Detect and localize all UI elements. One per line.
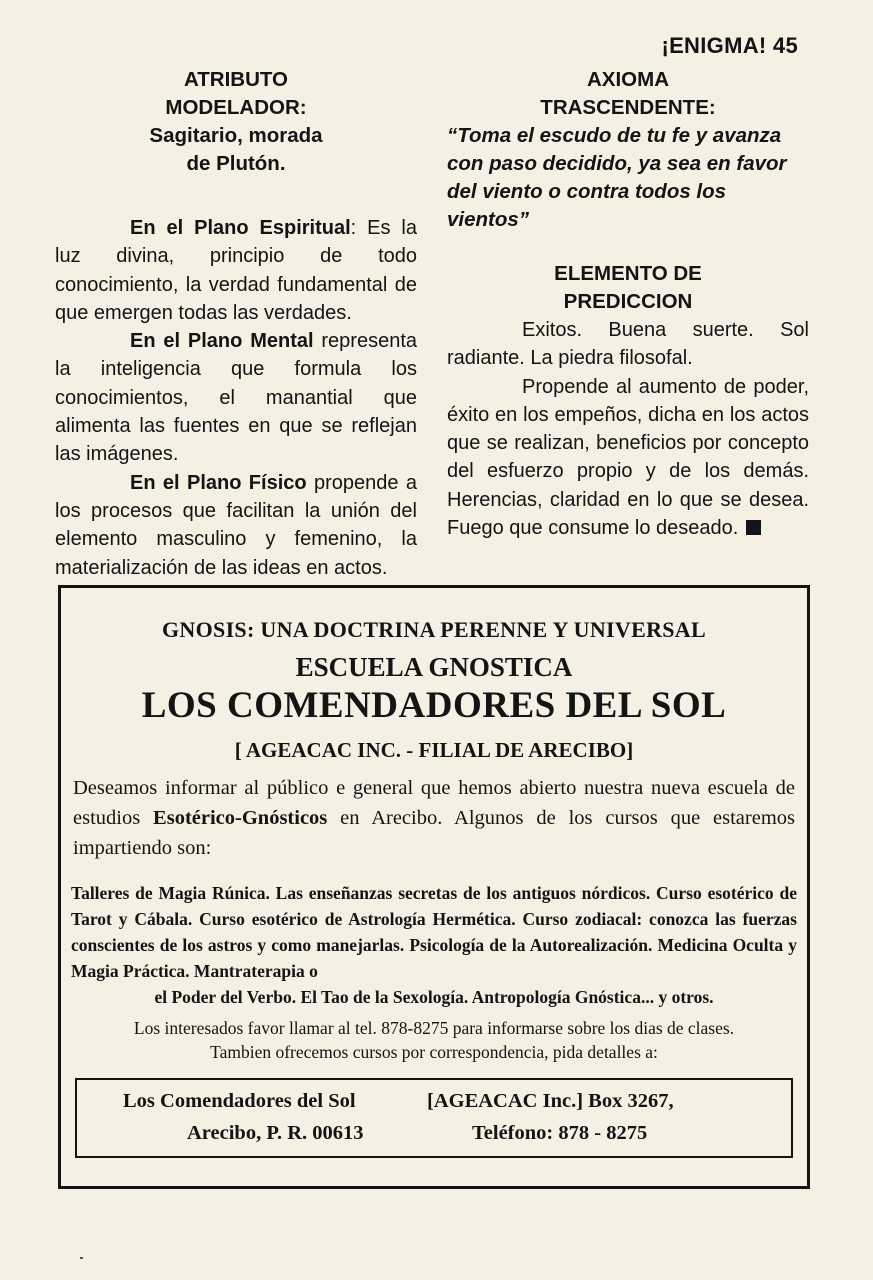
axioma-heading: AXIOMA TRASCENDENTE: (540, 68, 716, 119)
ad-course-list: Talleres de Magia Rúnica. Las enseñanzas secretas de los antiguos nórdicos. Curso esotérico de Tarot y Cábala. Curso esotérico de Astrología Hermética. Curso zodiacal: conozca las fuerzas conscientes de los astros y como manejarlas. Psicología de la Autorealización. Medicina Oculta y Magia Práctica. Mantraterapia o el Poder del Verbo. El Tao de la Sexología. Antropología Gnóstica... y otros. (71, 883, 797, 1007)
end-square-icon (746, 520, 761, 535)
school-advertisement (58, 585, 810, 1189)
left-column (55, 66, 417, 582)
prediccion-paragraph-1: Exitos. Buena suerte. Sol radiante. La piedra filosofal. (447, 319, 809, 370)
atributo-heading: ATRIBUTO MODELADOR: Sagitario, morada de Plutón. (149, 68, 323, 175)
ad-intro-text: Deseamos informar al público e general que hemos abierto nuestra nueva escuela de estudios Esotérico-Gnósticos en Arecibo. Algunos de los cursos que estaremos impartiendo son: (73, 777, 795, 859)
plano-espiritual-paragraph: En el Plano Espiritual: Es la luz divina, principio de todo conocimiento, la verdad fundamental de que emergen todas las verdades. (55, 217, 418, 324)
page-header: ¡ENIGMA! 45 (661, 33, 798, 58)
right-column (447, 66, 809, 542)
ad-school-name: LOS COMENDADORES DEL SOL (141, 685, 727, 726)
ad-contact-info: Los interesados favor llamar al tel. 878-8275 para informarse sobre los dias de clases. Tambien ofrecemos cursos por correspondencia, pida detalles a: (133, 1018, 735, 1062)
ad-affiliation: [ AGEACAC INC. - FILIAL DE ARECIBO] (234, 738, 634, 762)
prediccion-heading: ELEMENTO DE PREDICCION (554, 262, 702, 313)
ad-tagline: GNOSIS: UNA DOCTRINA PERENNE Y UNIVERSAL (162, 617, 706, 642)
ad-school-type: ESCUELA GNOSTICA (295, 652, 573, 682)
plano-mental-paragraph: En el Plano Mental representa la inteligencia que formula los conocimientos, el manantial que alimenta las fuentes en que se reflejan las imágenes. (55, 330, 417, 466)
plano-fisico-paragraph: En el Plano Físico propende a los procesos que facilitan la unión del elemento masculino y femenino, la materialización de las ideas en actos. (55, 471, 417, 579)
address-city: Arecibo, P. R. 00613 (187, 1122, 364, 1144)
address-org-box: [AGEACAC Inc.] Box 3267, (427, 1090, 674, 1112)
address-name: Los Comendadores del Sol (123, 1090, 356, 1112)
axioma-quote: “Toma el escudo de tu fe y avanza con paso decidido, ya sea en favor del viento o contra todos los vientos” (447, 124, 787, 231)
page-speck (80, 1257, 83, 1259)
ad-address-box (75, 1078, 793, 1158)
prediccion-paragraph-2: Propende al aumento de poder, éxito en los empeños, dicha en los actos que se realizan, beneficios por concepto del esfuerzo propio y de los demás. Herencias, claridad en lo que se desea. Fuego que consume lo deseado. (447, 375, 809, 540)
address-phone: Teléfono: 878 - 8275 (472, 1122, 648, 1144)
